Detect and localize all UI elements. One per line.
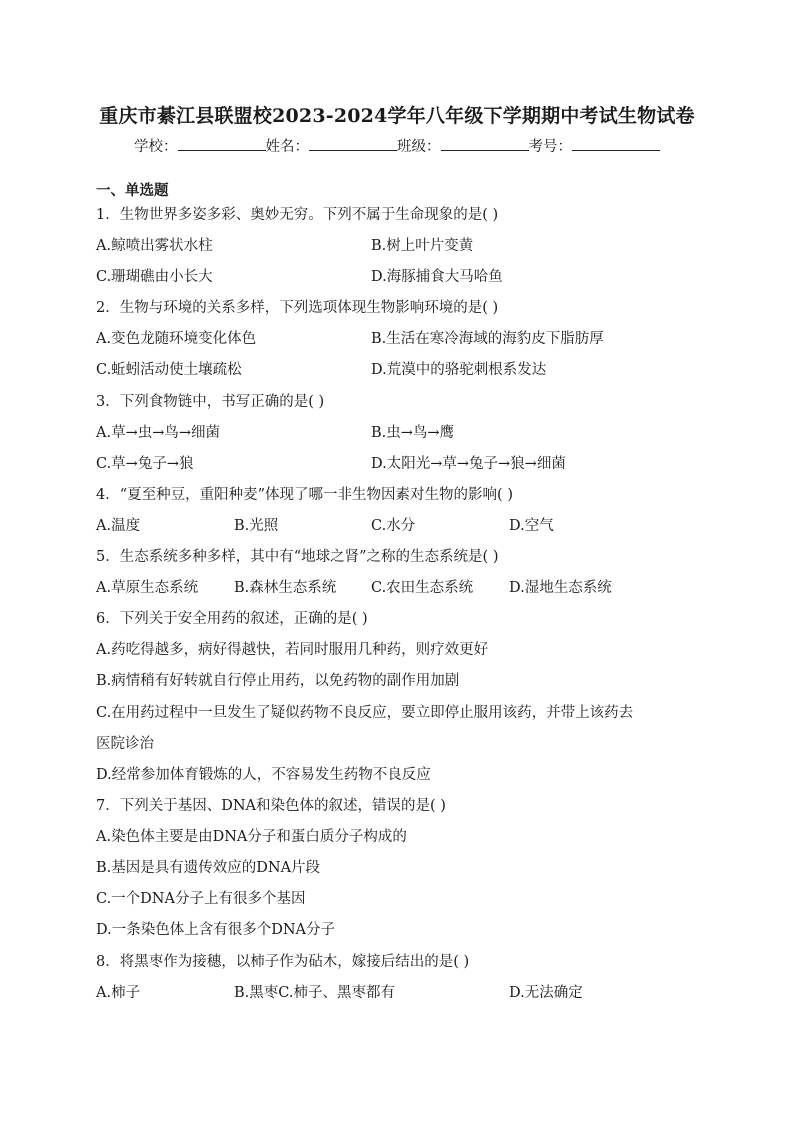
question-stem: 1．生物世界多姿多彩、奥妙无穷。下列不属于生命现象的是( ) [96,207,499,223]
question-stem: 5．生态系统多种多样，其中有“地球之肾”之称的生态系统是( ) [96,549,499,565]
class-label: 班级： [397,139,441,155]
option[interactable]: C.农田生态系统 [371,580,474,596]
name-blank[interactable] [309,136,397,151]
option[interactable]: A.染色体主要是由DNA分子和蛋白质分子构成的 [96,829,407,845]
option[interactable]: C.一个DNA分子上有很多个基因 [96,891,306,907]
option[interactable]: B.生活在寒冷海域的海豹皮下脂肪厚 [371,331,604,347]
option[interactable]: B.基因是具有遗传效应的DNA片段 [96,860,321,876]
option[interactable]: D.荒漠中的骆驼刺根系发达 [371,362,547,378]
option[interactable]: A.鲸喷出雾状水柱 [96,238,213,254]
option[interactable]: D.空气 [509,518,554,534]
option[interactable]: C.草→兔子→狼 [96,456,194,472]
question-stem: 3．下列食物链中，书写正确的是( ) [96,394,325,410]
name-label: 姓名： [265,139,309,155]
option-continuation: 医院诊治 [96,736,154,752]
option[interactable]: B.虫→鸟→鹰 [371,425,455,441]
number-label: 考号： [528,139,572,155]
option[interactable]: A.温度 [96,518,141,534]
option[interactable]: C.蚯蚓活动使土壤疏松 [96,362,242,378]
option[interactable]: D.湿地生态系统 [509,580,612,596]
question-stem: 7．下列关于基因、DNA和染色体的叙述，错误的是( ) [96,798,446,814]
option[interactable]: B.树上叶片变黄 [371,238,474,254]
option[interactable]: A.柿子 [96,985,141,1001]
option[interactable]: D.经常参加体育锻炼的人，不容易发生药物不良反应 [96,767,431,783]
option[interactable]: C.在用药过程中一旦发生了疑似药物不良反应，要立即停止服用该药，并带上该药去 [96,705,634,721]
school-blank[interactable] [178,136,266,151]
option[interactable]: B.病情稍有好转就自行停止用药，以免药物的副作用加剧 [96,673,460,689]
option[interactable]: B.森林生态系统 [234,580,337,596]
question-stem: 8．将黑枣作为接穗，以柿子作为砧木，嫁接后结出的是( ) [96,954,470,970]
option[interactable]: D.海豚捕食大马哈鱼 [371,269,503,285]
option[interactable]: A.草原生态系统 [96,580,199,596]
question-stem: 4．“夏至种豆，重阳种麦”体现了哪一非生物因素对生物的影响( ) [96,487,513,503]
exam-title: 重庆市綦江县联盟校2023-2024学年八年级下学期期中考试生物试卷 [99,105,695,127]
option[interactable]: D.无法确定 [509,985,583,1001]
option[interactable]: B.黑枣C.柿子、黑枣都有 [234,985,395,1001]
question-stem: 6．下列关于安全用药的叙述，正确的是( ) [96,611,368,627]
option[interactable]: C.珊瑚礁由小长大 [96,269,213,285]
option[interactable]: B.光照 [234,518,279,534]
option[interactable]: D.太阳光→草→兔子→狼→细菌 [371,456,566,472]
option[interactable]: A.变色龙随环境变化体色 [96,331,257,347]
number-blank[interactable] [572,136,660,151]
option[interactable]: C.水分 [371,518,416,534]
section-heading: 一、单选题 [96,183,169,199]
class-blank[interactable] [441,136,529,151]
option[interactable]: A.药吃得越多，病好得越快，若同时服用几种药，则疗效更好 [96,642,489,658]
student-info-row [0,135,794,156]
question-stem: 2．生物与环境的关系多样，下列选项体现生物影响环境的是( ) [96,300,499,316]
option[interactable]: A.草→虫→鸟→细菌 [96,425,221,441]
school-label: 学校： [134,139,178,155]
option[interactable]: D.一条染色体上含有很多个DNA分子 [96,922,336,938]
